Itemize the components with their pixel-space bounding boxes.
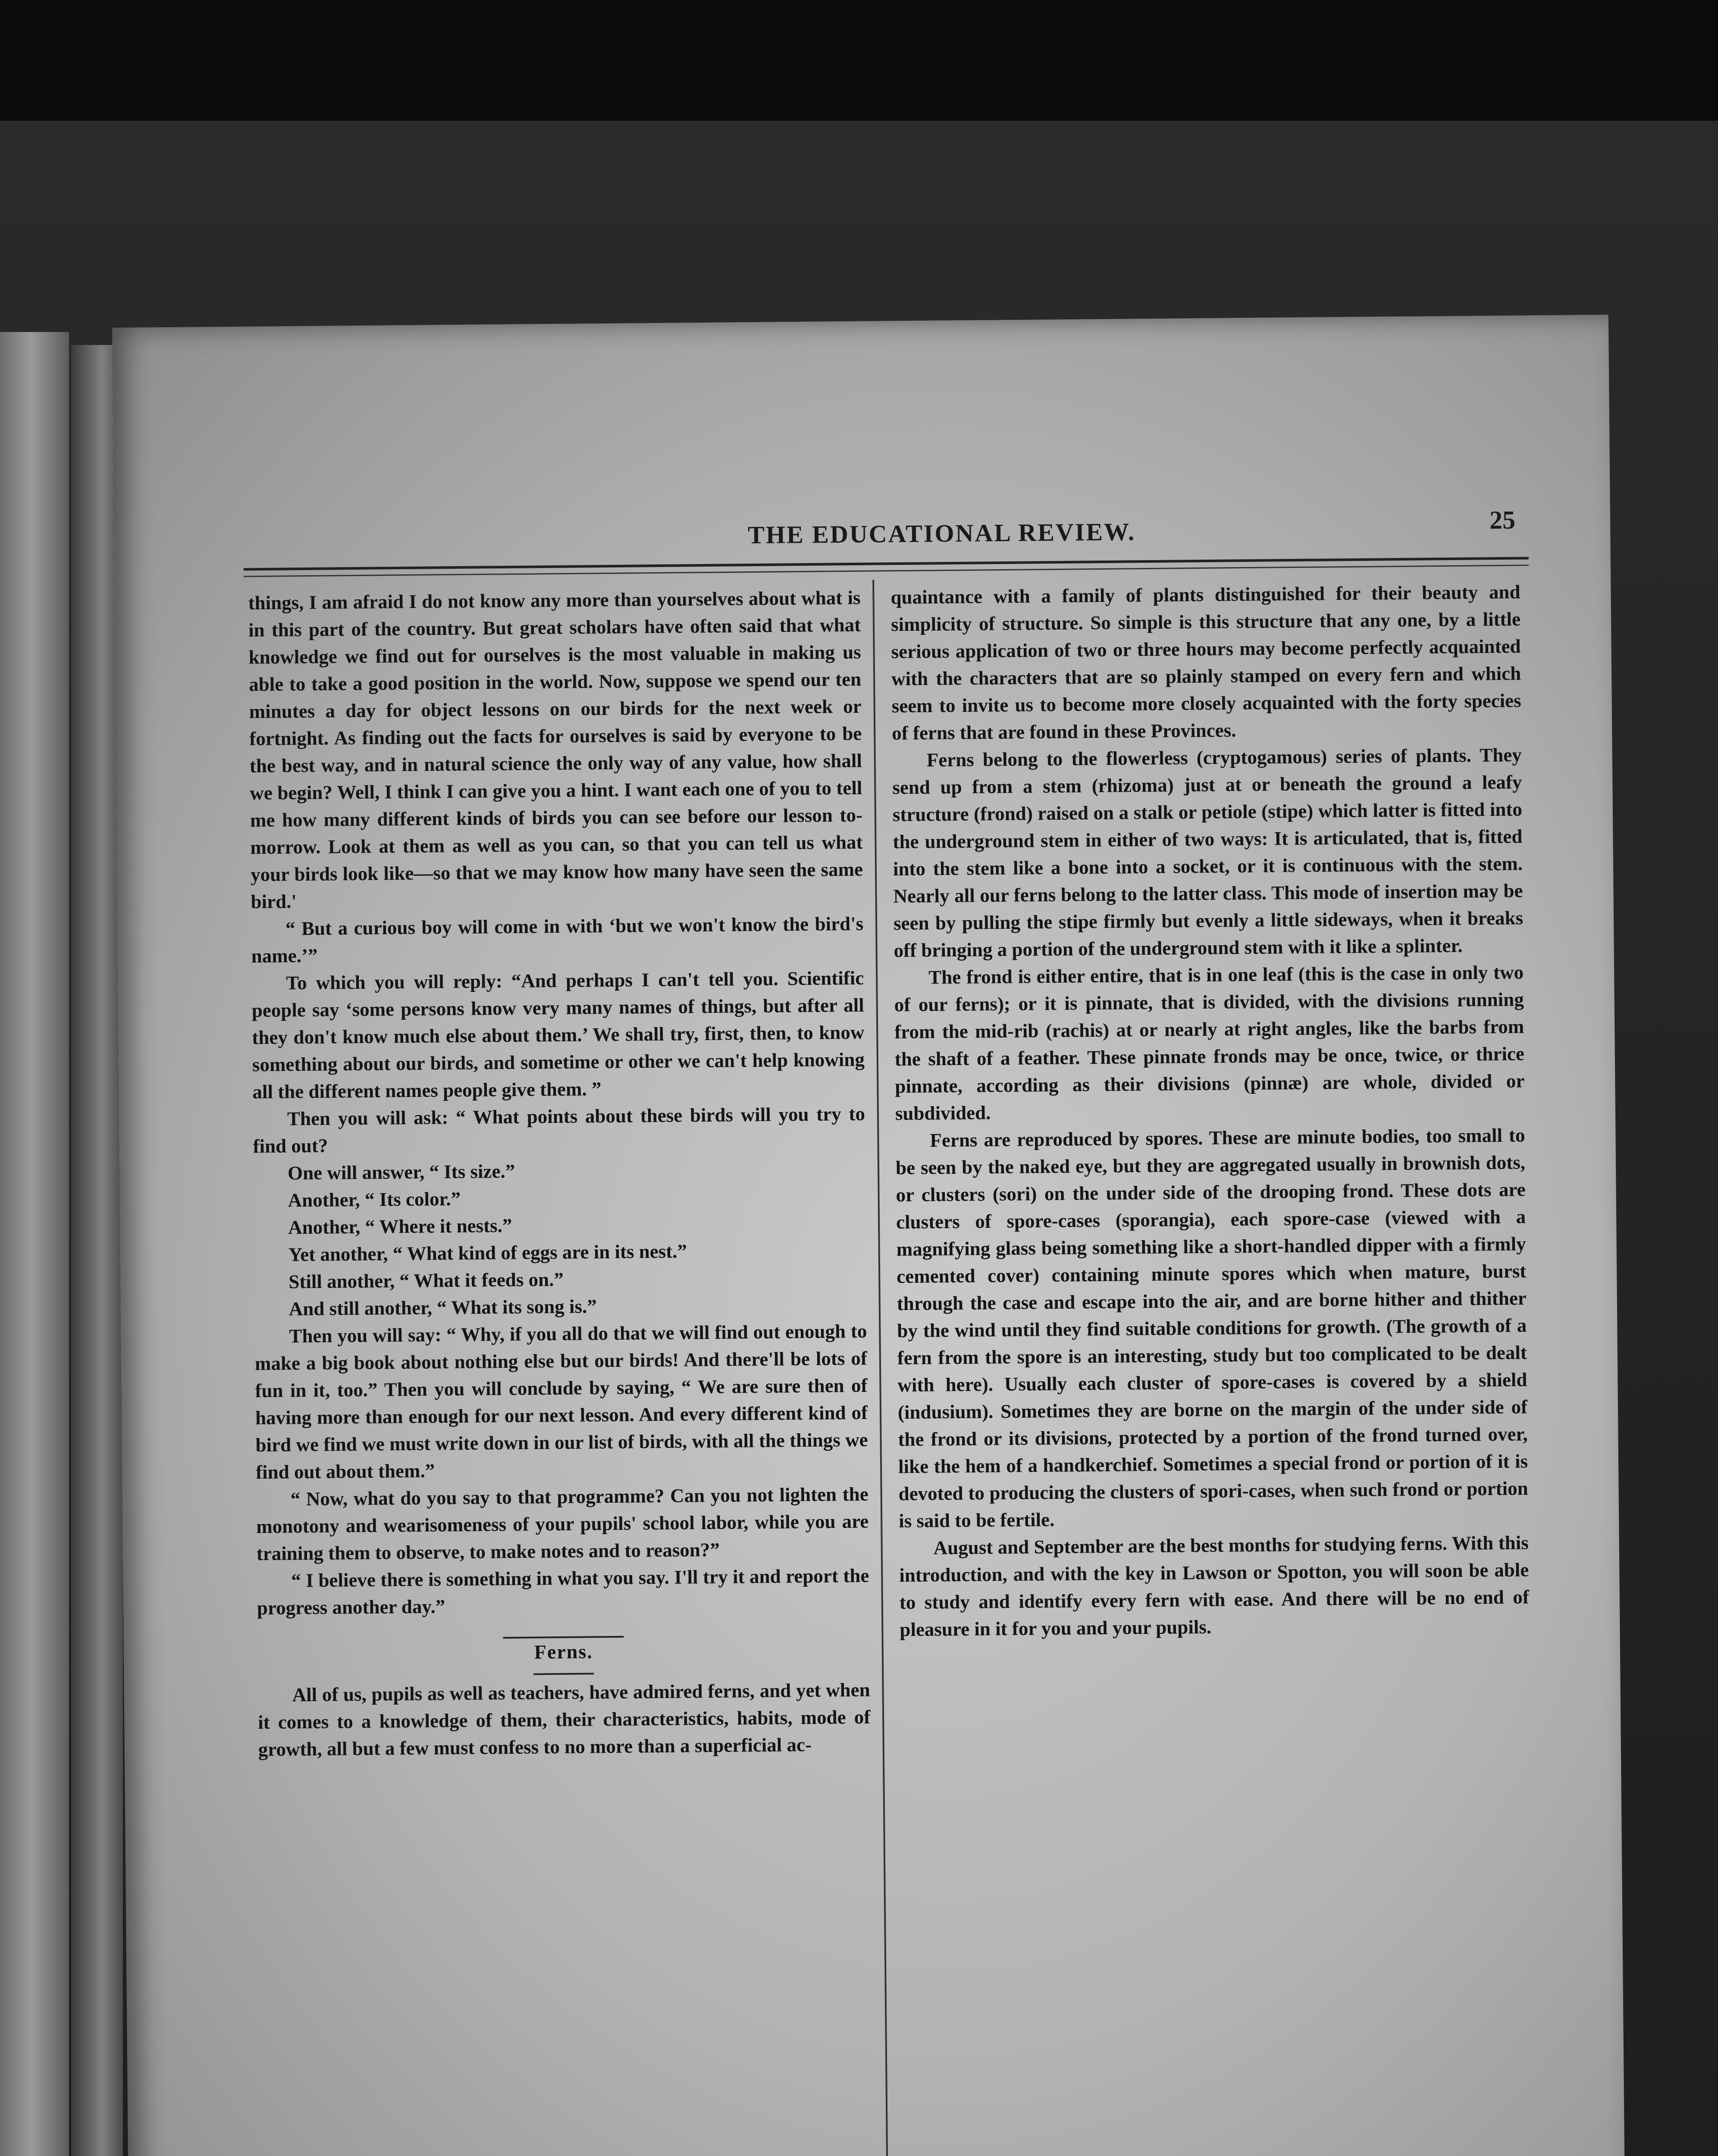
paragraph: One will answer, “ Its size.” [287, 1160, 515, 1184]
paragraph: And still another, “ What its song is.” [288, 1295, 597, 1320]
running-title: THE EDUCATIONAL REVIEW. [747, 517, 1136, 549]
paragraph: Ferns are reproduced by spores. These are minute bodies, too small to be seen by the naked eye, but they are aggregated usually in brownish dots, or clusters (sori) on the under side of the drooping frond. These dots are clusters of spore-cases (sporangia), each spore-case (viewed with a magnifying glass being something like a short-handled dipper with a firmly cemented cover) containing minute spores which when mature, burst through the case and escape into the air, and are borne hither and thither by the wind until they find suitable conditions for growth. (The growth of a fern from the spore is an interesting, study but too complicated to be dealt with here). Usually each cluster of spore-cases is covered by a shield (indusium). Sometimes they are borne on the margin of the under side of the frond or its divisions, protected by a portion of the frond turned over, like the hem of a handkerchief. Sometimes a special frond or portion of it is devoted to producing the clusters of spori-cases, when such frond or portion is said to be fertile. [895, 1124, 1528, 1532]
section-title: Ferns. [534, 1640, 593, 1663]
left-column [248, 584, 871, 1763]
page-number: 25 [1489, 505, 1516, 535]
paragraph: Then you will ask: “ What points about these birds will you try to find out? [253, 1103, 865, 1157]
paragraph: August and September are the best months for studying ferns. With this introduction, and with the key in Lawson or Spotton, you will soon be able to study and identify every fern with ease. And there will be no end of pleasure in it for you and your pupils. [899, 1532, 1530, 1641]
paragraph: things, I am afraid I do not know any more than yourselves about what is in this part of the country. But great scholars have often said that what knowledge we find out for ourselves is the most valuable in making us able to take a good position in the world. Now, suppose we spend our ten minutes a day for object lessons on our birds for the next week or fortnight. As finding out the facts for ourselves is said by everyone to be the best way, and in natural science the only way of any value, how shall we begin? Well, I think I can give you a hint. I want each one of you to tell me how many different kinds of birds you can see before our lesson to-morrow. Look at them as well as you can, so that you can tell us what your birds look like—so that we may know how many have seen the same bird.' [248, 586, 863, 913]
paragraph: All of us, pupils as well as teachers, have admired ferns, and yet when it comes to a knowledge of them, their characteristics, habits, mode of growth, all but a few must confess to no more than a superficial ac- [258, 1679, 871, 1761]
paragraph: To which you will reply: “And perhaps I can't tell you. Scientific people say ‘some persons know very many names of things, but after all they don't know much else about them.’ We shall try, first, then, to know something about our birds, and sometime or other we can't help knowing all the different names people give them. ” [251, 967, 865, 1103]
paragraph: “ I believe there is something in what you say. I'll try it and report the progress another day.” [257, 1564, 869, 1619]
paragraph: Ferns belong to the flowerless (cryptogamous) series of plants. They send up from a stem (rhizoma) just at or beneath the ground a leafy structure (frond) raised on a stalk or petiole (stipe) which latter is fitted into the underground stem in either of two ways: It is articulated, that is, fitted into the stem like a bone into a socket, or it is continuous with the stem. Nearly all our ferns belong to the latter class. This mode of insertion may be seen by pulling the stipe firmly but evenly a little sideways, when it breaks off bringing a portion of the underground stem with it like a splinter. [892, 744, 1524, 962]
paragraph: quaintance with a family of plants distinguished for their beauty and simplicity of structure. So simple is this structure that any one, by a little serious application of two or three hours may become perfectly acquainted with the characters that are so plainly stamped on every fern and which seem to invite us to become more closely acquainted with the forty species of ferns that are found in these Provinces. [890, 581, 1521, 744]
paragraph: “ Now, what do you say to that programme? Can you not lighten the monotony and wearisomeness of your pupils' school labor, while you are training them to observe, to make notes and to reason?” [256, 1483, 869, 1565]
facing-page-edge [0, 332, 69, 2156]
paragraph: Still another, “ What it feeds on.” [288, 1268, 564, 1293]
paragraph: Yet another, “ What kind of eggs are in its nest.” [288, 1240, 687, 1266]
document-page [112, 315, 1626, 2156]
right-column [890, 579, 1529, 1644]
paragraph: Another, “ Where it nests.” [288, 1214, 512, 1238]
paragraph: Then you will say: “ Why, if you all do that we will find out enough to make a big book about nothing else but our birds! And there'll be lots of fun in it, too.” Then you will conclude by saying, “ We are sure then of having more than enough for our next lesson. And every different kind of bird we find we must write down in our list of birds, with all the things we find out about them.” [254, 1320, 868, 1483]
section-rule-short [533, 1673, 594, 1675]
paragraph: Another, “ Its color.” [288, 1188, 461, 1211]
paragraph: The frond is either entire, that is in one leaf (this is the case in only two of our ferns); or it is pinnate, that is divided, with the divisions running from the mid-rib (rachis) at or nearly at right angles, like the barbs from the shaft of a feather. These pinnate fronds may be once, twice, or thrice pinnate, according as their divisions (pinnæ) are whole, divided or subdivided. [894, 961, 1525, 1125]
paragraph: “ But a curious boy will come in with ‘but we won't know the bird's name.’” [251, 912, 864, 967]
page-header [230, 501, 1516, 564]
column-divider [872, 580, 888, 2156]
